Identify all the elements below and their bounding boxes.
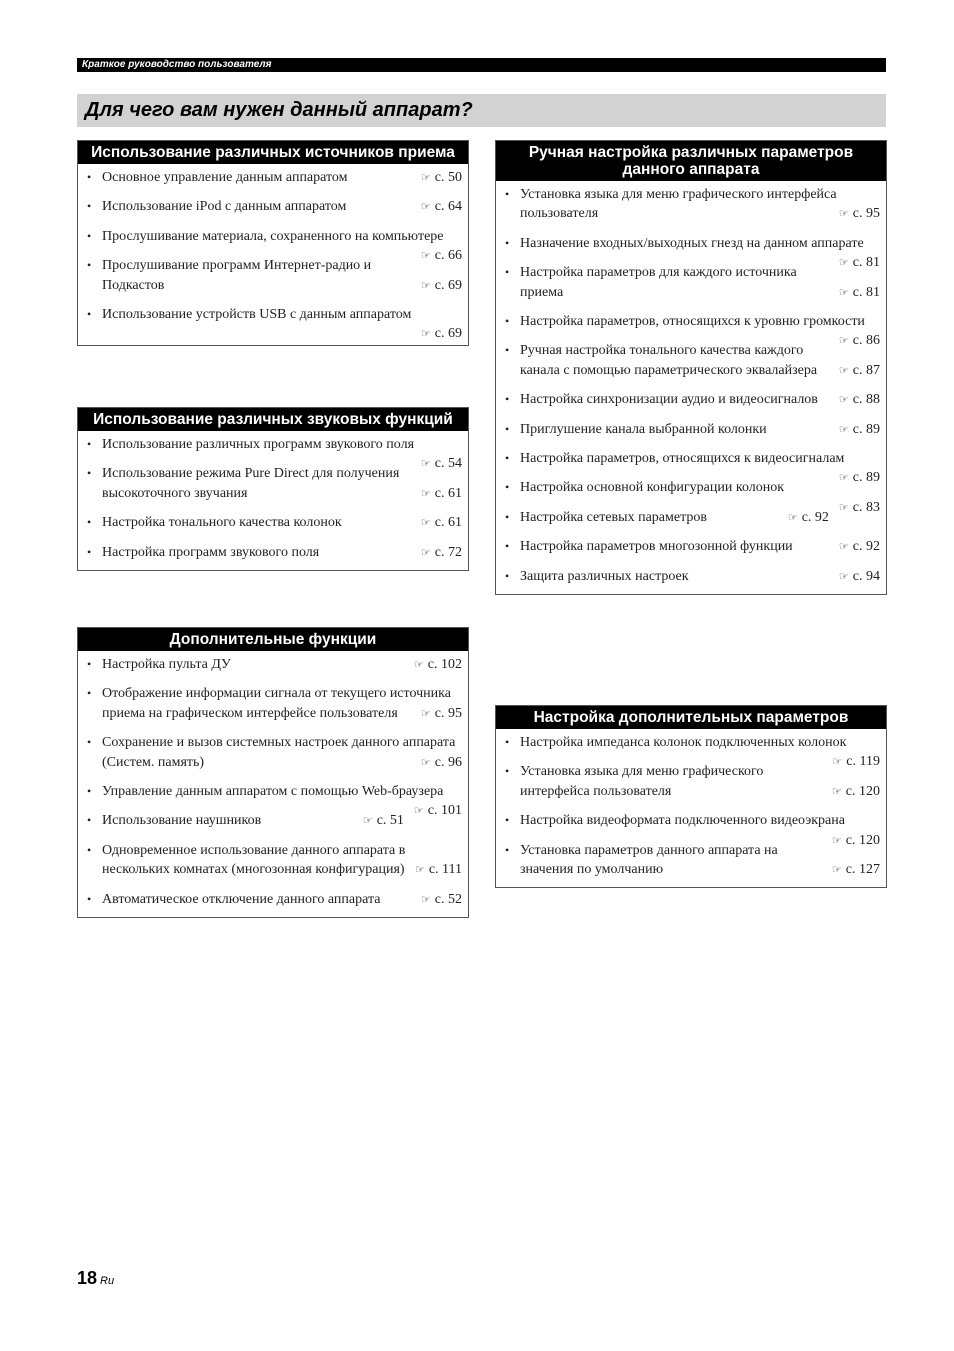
list-item-text: Прослушивание программ Интернет-радио и Подкастов (102, 258, 372, 293)
list-item (82, 811, 462, 830)
list-item-text: Установка языка для меню графического интерфейса пользователя (520, 187, 837, 222)
list-item-text: Настройка параметров, относящихся к видеосигналам (520, 451, 845, 467)
list-item-text: Отображение информации сигнала от текущего источника приема на графическом интерфейсе пользователя (102, 686, 451, 721)
list-item (500, 312, 880, 349)
page-reference-text: c. 81 (852, 284, 880, 300)
page-reference-text: c. 120 (845, 783, 880, 799)
pointing-hand-icon: ☞ (838, 394, 849, 407)
page-reference (421, 753, 462, 773)
page-reference (414, 655, 462, 675)
pointing-hand-icon: ☞ (838, 423, 849, 436)
page-reference (788, 508, 829, 528)
list-item-text: Использование iPod с данным аппаратом (102, 199, 347, 215)
list-item-text: Настройка тонального качества колонок (102, 515, 342, 531)
list-item (82, 197, 462, 216)
list-item-text: Настройка параметров для каждого источника приема (520, 265, 797, 300)
list-item-text: Настройка сетевых параметров (520, 509, 707, 525)
pointing-hand-icon: ☞ (420, 707, 431, 720)
pointing-hand-icon: ☞ (838, 208, 849, 221)
section-title: Настройка дополнительных параметров (496, 706, 886, 729)
page-reference-text: c. 52 (434, 891, 462, 907)
page-reference-text: c. 61 (434, 515, 462, 531)
pointing-hand-icon: ☞ (831, 785, 842, 798)
list-item (82, 890, 462, 909)
pointing-hand-icon: ☞ (413, 659, 424, 671)
section-list (78, 164, 468, 342)
pointing-hand-icon: ☞ (420, 250, 431, 263)
pointing-hand-icon: ☞ (787, 511, 798, 524)
pointing-hand-icon: ☞ (420, 487, 431, 500)
list-item-text: Настройка синхронизации аудио и видеосигналов (520, 392, 818, 408)
pointing-hand-icon: ☞ (420, 201, 431, 214)
pointing-hand-icon: ☞ (420, 756, 431, 769)
list-item (82, 305, 462, 342)
list-item (500, 762, 880, 801)
pointing-hand-icon: ☞ (420, 279, 431, 292)
page-reference-text: c. 102 (427, 657, 462, 672)
section-advanced (495, 705, 887, 888)
list-item (500, 185, 880, 224)
list-item (82, 464, 462, 503)
page-reference-text: c. 69 (434, 277, 462, 293)
section-list (496, 181, 886, 594)
list-item-text: Прослушивание материала, сохраненного на компьютере (102, 228, 444, 244)
section-list (78, 651, 468, 917)
section-title: Использование различных звуковых функций (78, 408, 468, 431)
page-title: Для чего вам нужен данный аппарат? (77, 94, 886, 127)
page-reference (839, 361, 880, 381)
page-reference-text: c. 64 (434, 199, 462, 215)
list-item-text: Настройка программ звукового поля (102, 544, 320, 560)
page-reference-text: c. 111 (428, 862, 462, 878)
list-item-text: Одновременное использование данного аппарата в нескольких комнатах (многозонная конфигурация) (102, 842, 406, 878)
pointing-hand-icon: ☞ (413, 805, 424, 818)
list-item (82, 168, 462, 187)
list-item (82, 256, 462, 295)
page-reference-text: c. 119 (846, 754, 880, 770)
page-reference-text: c. 72 (434, 544, 462, 560)
list-item (82, 227, 462, 264)
page-reference-text: c. 54 (434, 456, 462, 472)
list-item-text: Ручная настройка тонального качества каждого канала с помощью параметрического эквалайзера (520, 343, 818, 378)
list-item-text: Защита различных настроек (520, 568, 689, 584)
page-reference-text: c. 96 (434, 754, 462, 770)
page-reference-text: c. 94 (852, 568, 880, 584)
list-item (500, 478, 880, 515)
list-item (82, 733, 462, 772)
section-title: Использование различных источников приема (78, 141, 468, 164)
page-reference (415, 860, 462, 880)
page-number: 18 (77, 1268, 98, 1288)
list-item-text: Установка параметров данного аппарата на значения по умолчанию (520, 842, 778, 878)
list-item-text: Управление данным аппаратом с помощью Web-браузера (102, 784, 444, 800)
running-header: Краткое руководство пользователя (77, 58, 886, 72)
page-reference-text: c. 50 (434, 170, 462, 185)
page-reference-text: c. 92 (801, 509, 829, 525)
list-item (500, 341, 880, 380)
page-reference-text: c. 83 (852, 499, 880, 515)
pointing-hand-icon: ☞ (420, 328, 431, 341)
list-item (500, 508, 880, 527)
pointing-hand-icon: ☞ (420, 893, 431, 906)
pointing-hand-icon: ☞ (838, 501, 849, 514)
list-item (500, 234, 880, 271)
list-item (500, 537, 880, 556)
page-reference (421, 324, 462, 344)
page-reference (421, 484, 462, 504)
pointing-hand-icon: ☞ (831, 834, 842, 847)
pointing-hand-icon: ☞ (832, 756, 843, 769)
list-item (500, 567, 880, 586)
list-item-text: Настройка импеданса колонок подключенных колонок (520, 735, 847, 750)
page-reference-text: c. 61 (434, 485, 462, 501)
page-reference (421, 890, 462, 910)
list-item-text: Настройка видеоформата подключенного видеоэкрана (520, 813, 845, 829)
pointing-hand-icon: ☞ (838, 472, 849, 485)
section-sound (77, 407, 469, 571)
page-reference (839, 390, 880, 410)
page-reference-text: c. 69 (434, 326, 462, 342)
page-reference-text: c. 81 (852, 255, 880, 271)
section-extra (77, 627, 469, 918)
list-item (82, 684, 462, 723)
list-item-text: Настройка пульта ДУ (102, 657, 231, 672)
list-item (500, 733, 880, 770)
list-item-text: Использование наушников (102, 813, 262, 829)
page-reference (839, 204, 880, 224)
list-item-text: Использование устройств USB с данным аппаратом (102, 307, 412, 323)
page-reference-text: c. 120 (845, 832, 880, 848)
pointing-hand-icon: ☞ (838, 286, 849, 299)
pointing-hand-icon: ☞ (420, 517, 431, 530)
page-reference (839, 537, 880, 557)
section-list (78, 431, 468, 570)
list-item (82, 655, 462, 674)
list-item-text: Настройка основной конфигурации колонок (520, 480, 785, 496)
pointing-hand-icon: ☞ (420, 458, 431, 471)
pointing-hand-icon: ☞ (838, 335, 849, 348)
pointing-hand-icon: ☞ (420, 172, 431, 184)
list-item (82, 543, 462, 562)
pointing-hand-icon: ☞ (838, 570, 849, 583)
list-item (500, 263, 880, 302)
list-item (82, 435, 462, 472)
page-reference-text: c. 89 (852, 421, 880, 437)
list-item-text: Использование режима Pure Direct для получения высокоточного звучания (102, 466, 400, 501)
page-reference-text: c. 95 (434, 705, 462, 721)
page-reference-text: c. 87 (852, 362, 880, 378)
list-item-text: Использование различных программ звукового поля (102, 437, 415, 452)
language-code: Ru (100, 1275, 115, 1287)
list-item-text: Настройка параметров, относящихся к уровню громкости (520, 314, 865, 330)
pointing-hand-icon: ☞ (420, 546, 431, 559)
pointing-hand-icon: ☞ (838, 541, 849, 554)
list-item-text: Основное управление данным аппаратом (102, 170, 348, 185)
page-reference (839, 567, 880, 587)
list-item (82, 841, 462, 880)
list-item-text: Установка языка для меню графического интерфейса пользователя (520, 764, 764, 799)
list-item (500, 420, 880, 439)
pointing-hand-icon: ☞ (838, 257, 849, 270)
pointing-hand-icon: ☞ (838, 364, 849, 377)
list-item-text: Настройка параметров многозонной функции (520, 539, 793, 555)
list-item-text: Приглушение канала выбранной колонки (520, 421, 767, 437)
list-item-text: Автоматическое отключение данного аппарата (102, 891, 381, 907)
page-reference-text: c. 101 (427, 803, 462, 819)
page-reference-text: c. 86 (852, 333, 880, 349)
pointing-hand-icon: ☞ (362, 815, 373, 828)
page-reference (363, 811, 404, 831)
list-item (500, 811, 880, 848)
list-item-text: Назначение входных/выходных гнезд на данном аппарате (520, 235, 864, 251)
page-reference (832, 860, 880, 880)
page-reference-text: c. 127 (845, 862, 880, 878)
section-sources (77, 140, 469, 346)
page-reference (832, 782, 880, 802)
page-reference-text: c. 92 (852, 539, 880, 555)
page-reference (839, 283, 880, 303)
section-title: Дополнительные функции (78, 628, 468, 651)
pointing-hand-icon: ☞ (414, 864, 425, 877)
page-reference-text: c. 51 (376, 813, 404, 829)
section-manual (495, 140, 887, 595)
page-reference (421, 168, 462, 188)
section-list (496, 729, 886, 887)
list-item (82, 513, 462, 532)
page-reference (421, 197, 462, 217)
page-reference (421, 276, 462, 296)
list-item (82, 782, 462, 819)
page-footer (77, 1268, 114, 1289)
page-reference-text: c. 95 (852, 206, 880, 222)
page-reference-text: c. 89 (852, 470, 880, 486)
page-reference (421, 513, 462, 533)
page-reference-text: c. 66 (434, 248, 462, 264)
list-item (500, 841, 880, 880)
page-reference (839, 420, 880, 440)
pointing-hand-icon: ☞ (831, 864, 842, 877)
page-reference-text: c. 88 (852, 392, 880, 408)
list-item (500, 449, 880, 486)
list-item-text: Сохранение и вызов системных настроек данного аппарата (Систем. память) (102, 735, 456, 770)
list-item (500, 390, 880, 409)
section-title: Ручная настройка различных параметров данного аппарата (496, 141, 886, 181)
page-reference (421, 543, 462, 563)
page-reference (421, 704, 462, 724)
